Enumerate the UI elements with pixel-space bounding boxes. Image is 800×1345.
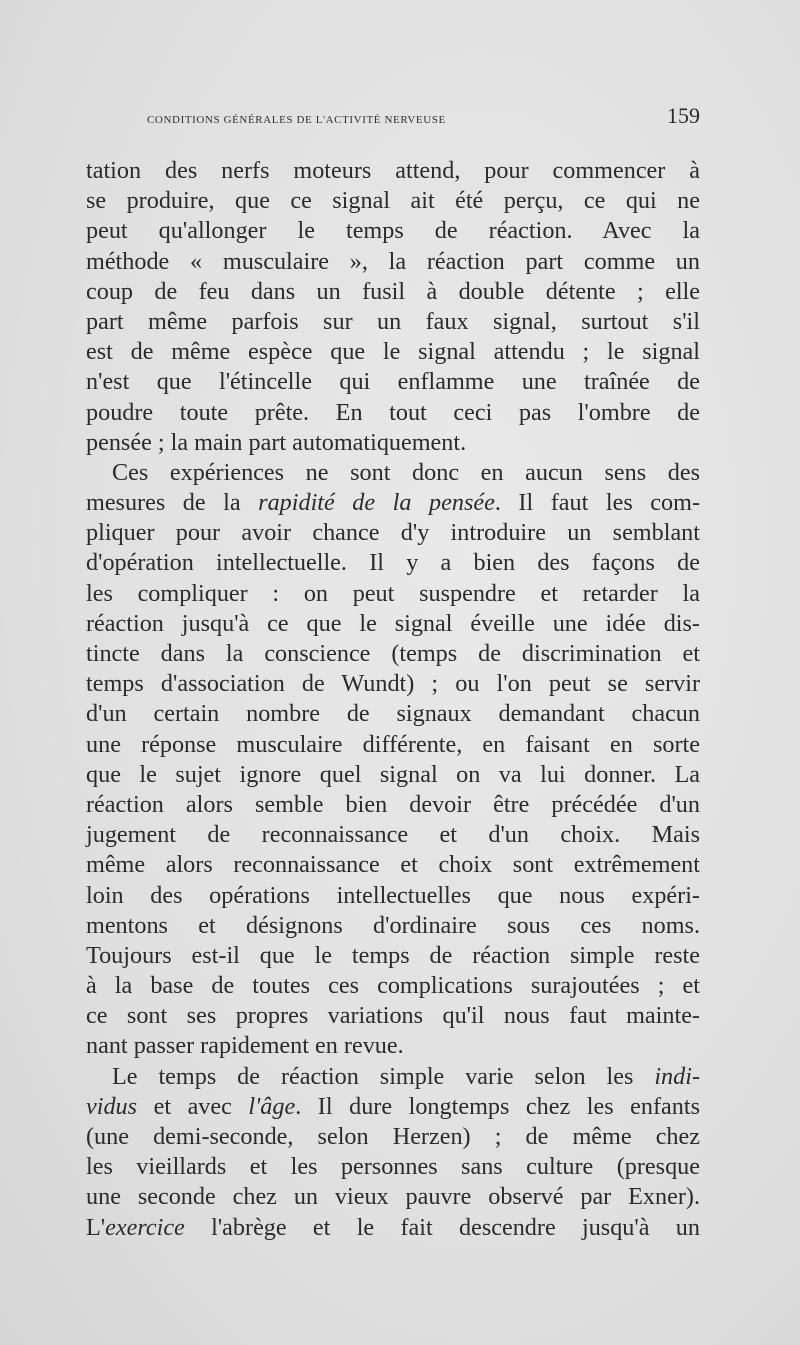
text-line bbox=[86, 1031, 700, 1061]
text-line bbox=[86, 216, 700, 246]
text-segment: même alors reconnaissance et choix sont extrêmement bbox=[86, 851, 700, 879]
text-segment: réaction alors semble bien devoir être précédée d'un bbox=[86, 790, 700, 818]
text-line bbox=[86, 639, 700, 669]
text-line bbox=[86, 699, 700, 729]
text-segment: (une demi-seconde, selon Herzen) ; de même chez bbox=[86, 1123, 700, 1150]
text-line bbox=[86, 1092, 700, 1122]
text-segment: réaction jusqu'à ce que le signal éveille une idée dis- bbox=[86, 609, 700, 637]
text-segment: d'un certain nombre de signaux demandant chacun bbox=[86, 700, 700, 728]
text-line bbox=[86, 156, 700, 186]
body-text bbox=[86, 156, 700, 1243]
text-segment: mesures de la bbox=[86, 489, 259, 517]
text-line bbox=[86, 548, 700, 578]
italic-text-segment: l'âge bbox=[248, 1092, 296, 1120]
text-line bbox=[86, 850, 700, 880]
text-line bbox=[86, 367, 700, 397]
text-segment: méthode « musculaire », la réaction part comme un bbox=[86, 247, 700, 275]
text-line bbox=[86, 1062, 700, 1092]
text-line bbox=[86, 1152, 700, 1182]
italic-text-segment: vidus bbox=[86, 1092, 138, 1120]
text-segment: Le temps de réaction simple varie selon les bbox=[112, 1062, 655, 1090]
text-line bbox=[86, 277, 700, 307]
text-line bbox=[86, 458, 700, 488]
text-line bbox=[86, 941, 700, 971]
text-line bbox=[86, 579, 700, 609]
text-segment: une seconde chez un vieux pauvre observé par Exner). bbox=[86, 1183, 700, 1211]
text-line bbox=[86, 488, 700, 518]
text-segment: pliquer pour avoir chance d'y introduire un semblant bbox=[86, 519, 700, 547]
text-line bbox=[86, 398, 700, 428]
text-segment: jugement de reconnaissance et d'un choix. Mais bbox=[86, 821, 700, 849]
text-segment: poudre toute prête. En tout ceci pas l'ombre de bbox=[86, 398, 700, 426]
text-segment: peut qu'allonger le temps de réaction. Avec la bbox=[86, 217, 700, 245]
text-segment: coup de feu dans un fusil à double détente ; elle bbox=[86, 277, 700, 305]
text-segment: . Il dure longtemps chez les enfants bbox=[295, 1092, 700, 1120]
text-segment: Toujours est-il que le temps de réaction simple reste bbox=[86, 941, 700, 969]
text-line bbox=[86, 186, 700, 216]
text-line bbox=[86, 307, 700, 337]
text-segment: tincte dans la conscience (temps de discrimination et bbox=[86, 640, 700, 667]
text-segment: se produire, que ce signal ait été perçu, ce qui ne bbox=[86, 187, 700, 215]
text-segment: tation des nerfs moteurs attend, pour commencer à bbox=[86, 157, 700, 184]
text-line bbox=[86, 669, 700, 699]
text-segment: à la base de toutes ces complications surajoutées ; et bbox=[86, 972, 700, 1000]
text-segment: loin des opérations intellectuelles que nous expéri- bbox=[86, 881, 700, 909]
text-segment: une réponse musculaire différente, en faisant en sorte bbox=[86, 730, 700, 758]
text-segment: d'opération intellectuelle. Il y a bien des façons de bbox=[86, 549, 700, 577]
text-segment: mentons et désignons d'ordinaire sous ces noms. bbox=[86, 911, 700, 939]
text-line bbox=[86, 337, 700, 367]
page-number: 159 bbox=[667, 103, 700, 128]
text-line bbox=[86, 609, 700, 639]
text-line bbox=[86, 1122, 700, 1152]
text-line bbox=[86, 971, 700, 1001]
text-segment: ce sont ses propres variations qu'il nous faut mainte- bbox=[86, 1002, 700, 1030]
text-segment: . Il faut les com- bbox=[494, 489, 700, 517]
text-segment: nant passer rapidement en revue. bbox=[86, 1032, 404, 1060]
text-segment: que le sujet ignore quel signal on va lui donner. La bbox=[86, 760, 700, 788]
text-segment: est de même espèce que le signal attendu ; le signal bbox=[86, 338, 700, 366]
text-segment: part même parfois sur un faux signal, surtout s'il bbox=[86, 307, 700, 335]
running-title: conditions générales de l'activité nerveuse bbox=[147, 111, 446, 127]
italic-text-segment: rapidité de la pensée bbox=[258, 489, 495, 517]
text-line bbox=[86, 790, 700, 820]
text-line bbox=[86, 1182, 700, 1212]
text-line bbox=[86, 881, 700, 911]
italic-text-segment: exercice bbox=[105, 1213, 185, 1241]
text-line bbox=[86, 428, 700, 458]
text-line bbox=[86, 247, 700, 277]
text-segment: l'abrège et le fait descendre jusqu'à un bbox=[184, 1213, 700, 1241]
text-segment: temps d'association de Wundt) ; ou l'on peut se servir bbox=[86, 670, 700, 698]
text-segment: n'est que l'étincelle qui enflamme une traînée de bbox=[86, 368, 700, 396]
text-line bbox=[86, 820, 700, 850]
text-line bbox=[86, 1001, 700, 1031]
text-line bbox=[86, 730, 700, 760]
italic-text-segment: indi- bbox=[654, 1062, 700, 1090]
text-segment: les compliquer : on peut suspendre et retarder la bbox=[86, 579, 700, 607]
text-line bbox=[86, 518, 700, 548]
text-segment: et avec bbox=[137, 1092, 249, 1120]
text-segment: Ces expériences ne sont donc en aucun sens des bbox=[112, 458, 700, 486]
text-segment: pensée ; la main part automatiquement. bbox=[86, 428, 467, 456]
text-segment: L' bbox=[86, 1213, 106, 1241]
running-head bbox=[147, 103, 700, 131]
text-segment: les vieillards et les personnes sans culture (presque bbox=[86, 1153, 700, 1181]
text-line bbox=[86, 760, 700, 790]
text-line bbox=[86, 911, 700, 941]
text-line bbox=[86, 1213, 700, 1243]
